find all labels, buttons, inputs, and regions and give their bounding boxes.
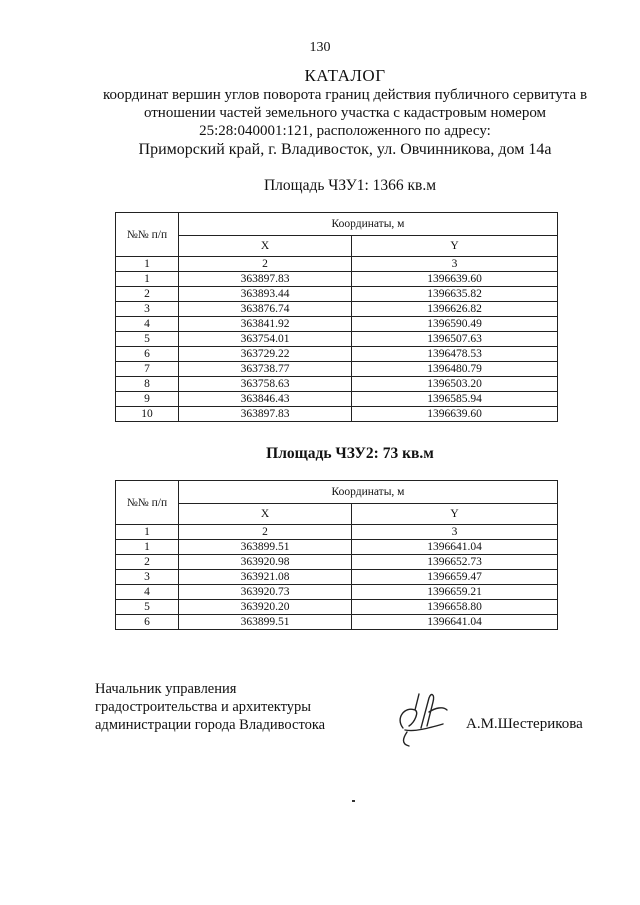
coord-y: 1396659.47	[352, 570, 558, 585]
table-row	[116, 555, 558, 570]
table-row	[116, 272, 558, 287]
coord-y: 1396507.63	[352, 332, 558, 347]
row-number: 3	[116, 302, 179, 317]
coord-y: 1396658.80	[352, 600, 558, 615]
handwritten-signature	[385, 688, 455, 753]
zone1-area-title: Площадь ЧЗУ1: 1366 кв.м	[263, 177, 437, 194]
row-number: 7	[116, 362, 179, 377]
coord-y: 1396639.60	[352, 272, 558, 287]
table-row	[116, 540, 558, 555]
coord-x: 363846.43	[179, 392, 352, 407]
table-row	[116, 332, 558, 347]
header-y: Y	[352, 504, 558, 525]
coord-x: 363729.22	[179, 347, 352, 362]
table-row	[116, 585, 558, 600]
header-coordinates: Координаты, м	[179, 481, 558, 504]
table-row	[116, 377, 558, 392]
row-number: 4	[116, 585, 179, 600]
document-header	[90, 66, 600, 160]
row-number: 1	[116, 540, 179, 555]
zone1-coordinates-table	[115, 212, 558, 422]
coord-x: 363921.08	[179, 570, 352, 585]
header-x: X	[179, 236, 352, 257]
coord-y: 1396478.53	[352, 347, 558, 362]
table-row	[116, 302, 558, 317]
table-row	[116, 570, 558, 585]
row-number: 2	[116, 555, 179, 570]
coord-x: 363920.73	[179, 585, 352, 600]
position-line-1: Начальник управления	[95, 681, 237, 697]
coord-y: 1396635.82	[352, 287, 558, 302]
coord-x: 363897.83	[179, 407, 352, 422]
header-col-1: 1	[116, 525, 179, 540]
signatory-position	[95, 680, 355, 734]
document-title: КАТАЛОГ	[304, 66, 386, 85]
signatory-name: А.М.Шестерикова	[466, 716, 583, 732]
row-number: 5	[116, 600, 179, 615]
table-row	[116, 287, 558, 302]
coord-x: 363893.44	[179, 287, 352, 302]
position-line-3: администрации города Владивостока	[95, 717, 326, 733]
zone2-area-title: Площадь ЧЗУ2: 73 кв.м	[266, 445, 434, 462]
header-num: №№ п/п	[116, 481, 179, 525]
table-row	[116, 317, 558, 332]
page-number: 130	[309, 40, 331, 55]
coord-y: 1396480.79	[352, 362, 558, 377]
coord-x: 363758.63	[179, 377, 352, 392]
row-number: 4	[116, 317, 179, 332]
row-number: 8	[116, 377, 179, 392]
table-row	[116, 600, 558, 615]
coord-x: 363738.77	[179, 362, 352, 377]
row-number: 5	[116, 332, 179, 347]
coord-y: 1396641.04	[352, 615, 558, 630]
subtitle-line-3: 25:28:040001:121, расположенного по адресу:	[199, 123, 491, 139]
coord-x: 363920.20	[179, 600, 352, 615]
row-number: 2	[116, 287, 179, 302]
coord-x: 363899.51	[179, 540, 352, 555]
row-number: 6	[116, 347, 179, 362]
zone2-coordinates-table	[115, 480, 558, 630]
row-number: 9	[116, 392, 179, 407]
header-col-3: 3	[352, 525, 558, 540]
row-number: 3	[116, 570, 179, 585]
subtitle-line-1: координат вершин углов поворота границ действия публичного сервитута в	[102, 87, 588, 103]
header-col-3: 3	[352, 257, 558, 272]
header-col-1: 1	[116, 257, 179, 272]
coord-y: 1396641.04	[352, 540, 558, 555]
position-line-2: градостроительства и архитектуры	[95, 699, 312, 715]
coord-y: 1396590.49	[352, 317, 558, 332]
address-line: Приморский край, г. Владивосток, ул. Овчинникова, дом 14а	[138, 141, 552, 158]
coord-x: 363899.51	[179, 615, 352, 630]
coord-x: 363876.74	[179, 302, 352, 317]
coord-y: 1396639.60	[352, 407, 558, 422]
table-row	[116, 392, 558, 407]
coord-x: 363897.83	[179, 272, 352, 287]
coord-y: 1396659.21	[352, 585, 558, 600]
coord-y: 1396626.82	[352, 302, 558, 317]
coord-x: 363841.92	[179, 317, 352, 332]
header-x: X	[179, 504, 352, 525]
table-row	[116, 347, 558, 362]
row-number: 1	[116, 272, 179, 287]
table-row	[116, 615, 558, 630]
header-y: Y	[352, 236, 558, 257]
header-col-2: 2	[179, 525, 352, 540]
row-number: 6	[116, 615, 179, 630]
subtitle-line-2: отношении частей земельного участка с кадастровым номером	[143, 105, 547, 121]
coord-y: 1396585.94	[352, 392, 558, 407]
header-num: №№ п/п	[116, 213, 179, 257]
scan-speck	[352, 800, 355, 802]
table-row	[116, 407, 558, 422]
coord-y: 1396503.20	[352, 377, 558, 392]
coord-x: 363920.98	[179, 555, 352, 570]
coord-x: 363754.01	[179, 332, 352, 347]
header-coordinates: Координаты, м	[179, 213, 558, 236]
header-col-2: 2	[179, 257, 352, 272]
table-row	[116, 362, 558, 377]
coord-y: 1396652.73	[352, 555, 558, 570]
row-number: 10	[116, 407, 179, 422]
